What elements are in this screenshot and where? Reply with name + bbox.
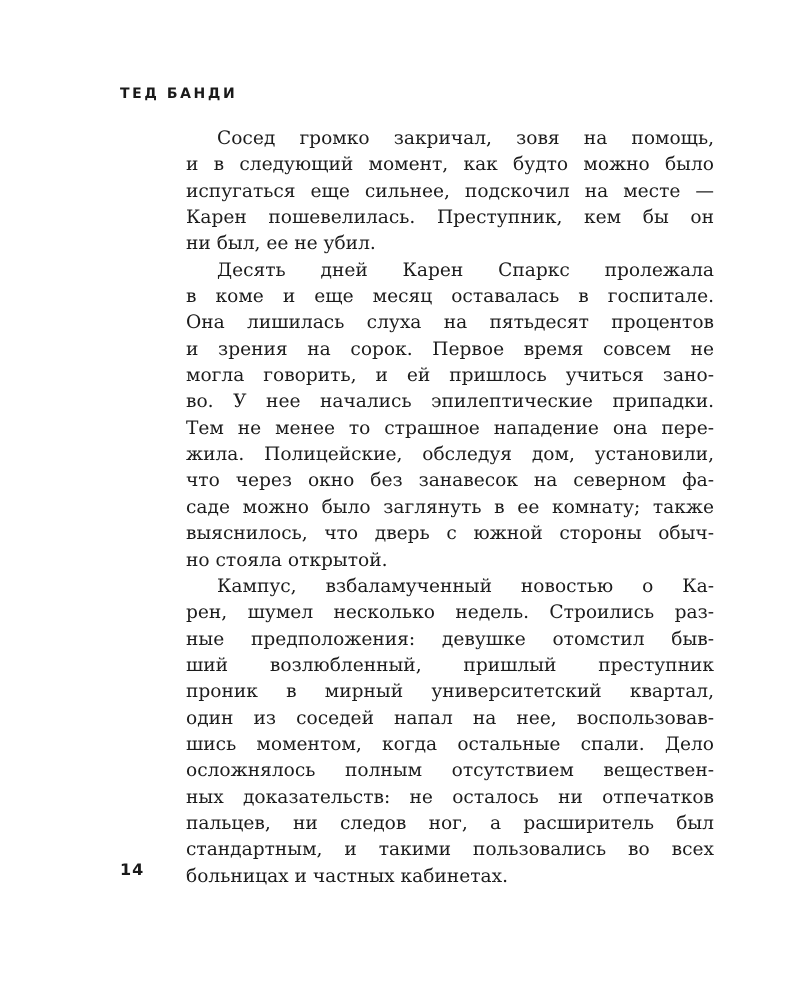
running-head: ТЕД БАНДИ [120, 86, 238, 102]
text-line: ные предположения: девушке отомстил быв- [186, 628, 714, 650]
text-line: осложнялось полным отсутствием веществен- [186, 760, 714, 782]
text-line: ни был, ее не убил. [186, 233, 376, 255]
text-line: могла говорить, и ей пришлось учиться зано- [186, 365, 714, 387]
text-line: испугаться еще сильнее, подскочил на месте — [186, 180, 714, 202]
text-line: в коме и еще месяц оставалась в госпитале. [186, 286, 714, 308]
text-line: пальцев, ни следов ног, а расширитель был [186, 812, 714, 834]
text-line: проник в мирный университетский квартал, [186, 681, 714, 703]
body-text [186, 126, 714, 890]
text-line: во. У нее начались эпилептические припадки. [186, 391, 714, 413]
text-line: но стояла открытой. [186, 549, 388, 571]
text-line: и зрения на сорок. Первое время совсем не [186, 338, 714, 360]
text-line: жила. Полицейские, обследуя дом, установили, [186, 444, 714, 466]
text-line: Кампус, взбаламученный новостью о Ка- [217, 575, 714, 597]
page-number: 14 [120, 860, 145, 879]
text-line: что через окно без занавесок на северном фа- [186, 470, 714, 492]
text-line: Она лишилась слуха на пятьдесят процентов [186, 312, 714, 334]
text-line: и в следующий момент, как будто можно было [186, 154, 714, 176]
text-line: Сосед громко закричал, зовя на помощь, [217, 128, 714, 149]
paragraph [186, 126, 714, 258]
text-line: выяснилось, что дверь с южной стороны обыч- [186, 523, 714, 545]
text-line: Десять дней Карен Спаркс пролежала [217, 259, 714, 281]
text-line: один из соседей напал на нее, воспользовав- [186, 707, 714, 729]
paragraph [186, 258, 714, 574]
text-line: саде можно было заглянуть в ее комнату; также [186, 496, 714, 518]
text-line: шись моментом, когда остальные спали. Дело [186, 733, 714, 755]
text-line: Карен пошевелилась. Преступник, кем бы он [186, 207, 714, 229]
text-line: Тем не менее то страшное нападение она пере- [186, 417, 714, 439]
text-line: ший возлюбленный, пришлый преступник [186, 654, 714, 676]
text-line: стандартным, и такими пользовались во всех [186, 839, 714, 861]
paragraph [186, 574, 714, 890]
text-line: больницах и частных кабинетах. [186, 865, 508, 887]
text-line: рен, шумел несколько недель. Строились раз- [186, 602, 714, 624]
text-line: ных доказательств: не осталось ни отпечатков [186, 786, 714, 808]
